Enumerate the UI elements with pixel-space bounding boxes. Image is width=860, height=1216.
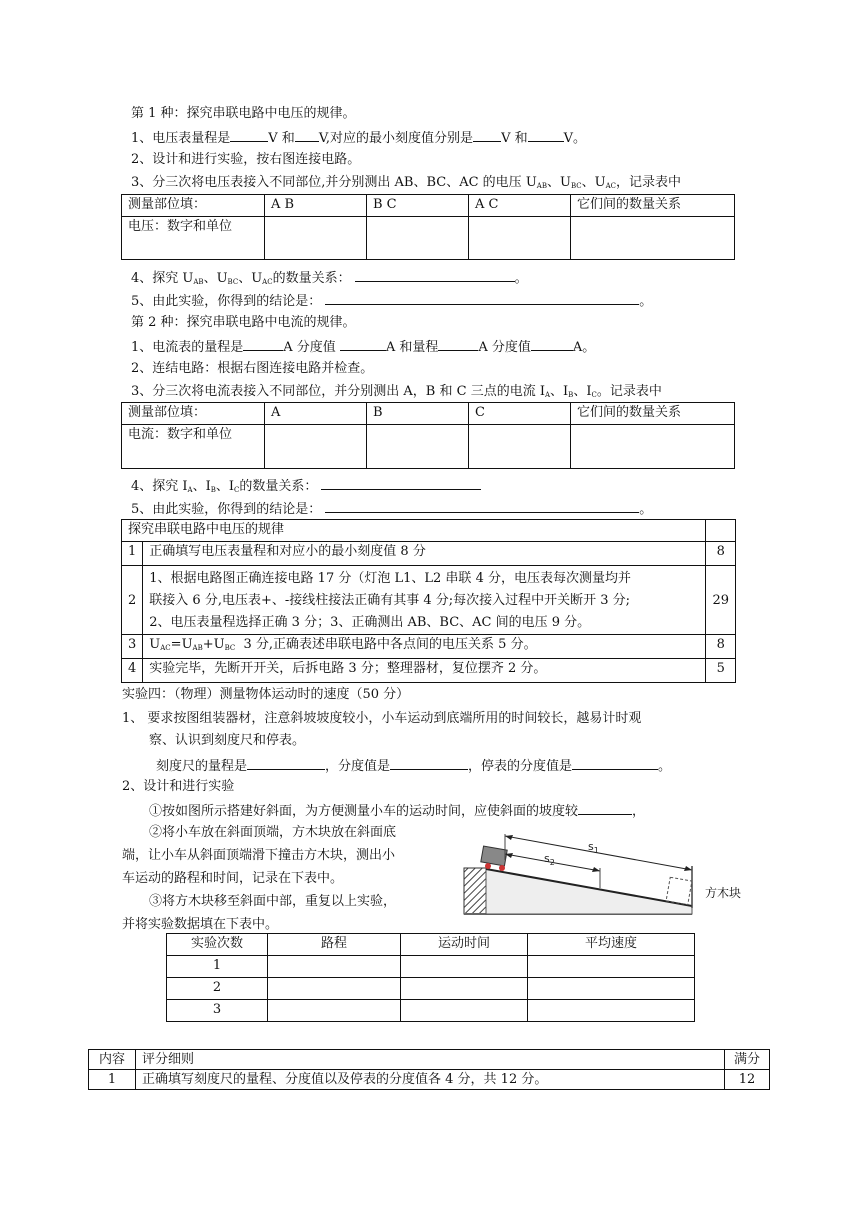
part1-line5: 5、由此实验，你得到的结论是： 。 [131,291,652,311]
part2-line2: 2、连结电路：根据右图连接电路并检查。 [131,361,374,376]
motion-cell-time[interactable] [401,1000,528,1022]
motion-table-header: 实验次数 [167,934,268,956]
blank-voltage-conclusion[interactable] [325,291,639,305]
part2-title: 第 2 种：探究串联电路中电流的规律。 [131,315,356,330]
part1-line3: 3、分三次将电压表接入不同部位,并分别测出 AB、BC、AC 的电压 $U_{AB}$、$U_{BC}$、$U_{AC}$，记录表中 [131,175,681,190]
current-table-header: C [469,403,571,425]
s2-label: $s_2$ [544,852,555,867]
exp4-step2-item2-line3: 车运动的路程和时间，记录在下表中。 [122,871,344,886]
scoring-row-points: 5 [706,659,736,683]
scoring-row-text: $U_{AC}=U_{AB}+U_{BC}$ 3 分,正确表述串联电路中各点间的电压关系 5 分。 [143,635,706,659]
voltage-table-header: A B [265,195,367,217]
voltage-table-header: 测量部位填： [122,195,265,217]
scoring-row-text: 1、根据电路图正确连接电路 17 分（灯泡 L1、L2 串联 4 分，电压表每次测量均并 [149,571,631,586]
scoring-row-number: 1 [122,542,143,566]
voltage-cell-relation[interactable] [571,217,735,260]
voltage-table-header: A C [469,195,571,217]
scoring-row-number: 2 [122,566,143,635]
blank-voltmeter-range-2[interactable] [295,128,319,142]
blank-ruler-scale[interactable] [390,756,468,770]
scoring2-row-points: 12 [725,1070,770,1090]
motion-data-table [166,933,695,1022]
part1-title: 第 1 种：探究串联电路中电压的规律。 [131,106,356,121]
s1-label: $s_1$ [588,840,599,855]
blank-voltage-relation[interactable] [355,268,515,282]
scoring-row-text: 联接入 6 分,电压表+、-接线柱接法正确有其事 4 分;每次接入过程中开关断开 3 分; [149,593,631,608]
motion-cell-speed[interactable] [528,956,695,978]
current-table-header: 测量部位填： [122,403,265,425]
motion-trial-number: 1 [167,956,268,978]
incline-support [464,868,486,914]
exp4-step1-line1: 1、 要求按图组装器材，注意斜坡坡度较小，小车运动到底端所用的时间较长，越易计时观 [122,711,642,726]
wood-block [666,877,692,904]
scoring-row-points: 8 [706,635,736,659]
scoring-row-number: 3 [122,635,143,659]
scoring2-header: 满分 [725,1050,770,1070]
cart [481,846,507,866]
blank-stopwatch-scale[interactable] [572,756,658,770]
current-table-row-label: 电流：数字和单位 [122,425,265,469]
exp4-step1-line3: 刻度尺的量程是 ，分度值是 ，停表的分度值是 。 [156,756,671,776]
motion-cell-time[interactable] [401,956,528,978]
scoring2-header: 内容 [89,1050,136,1070]
voltage-table [121,194,735,260]
blank-current-conclusion[interactable] [325,499,639,513]
scoring2-row-number: 1 [89,1070,136,1090]
motion-cell-distance[interactable] [268,978,401,1000]
current-table-header: B [367,403,469,425]
blank-ruler-range[interactable] [247,756,325,770]
exp4-step2-item1: ①按如图所示搭建好斜面，为方便测量小车的运动时间，应使斜面的坡度较 ， [149,801,645,821]
exp4-step2-item3-line2: 并将实验数据填在下表中。 [122,917,279,932]
blank-ammeter-scale-2[interactable] [531,337,573,351]
exp4-title: 实验四：（物理）测量物体运动时的速度（50 分） [122,687,410,702]
motion-table-header: 路程 [268,934,401,956]
motion-cell-distance[interactable] [268,1000,401,1022]
wood-block-label: 方木块 [705,886,742,900]
current-cell-relation[interactable] [571,425,735,469]
current-cell-a[interactable] [265,425,367,469]
voltage-table-row-label: 电压：数字和单位 [122,217,265,260]
part2-line3: 3、分三次将电流表接入不同部位，并分别测出 A，B 和 C 三点的电流 $I_A$、$I_B$、$I_C$。记录表中 [131,384,662,399]
blank-ammeter-range-1[interactable] [243,337,283,351]
voltage-cell-bc[interactable] [367,217,469,260]
motion-trial-number: 2 [167,978,268,1000]
current-table-header: 它们间的数量关系 [571,403,735,425]
blank-voltmeter-range-1[interactable] [230,128,268,142]
incline-figure [460,826,750,918]
part1-line4: 4、探究 $U_{AB}$、$U_{BC}$、$U_{AC}$的数量关系： 。 [131,268,528,291]
motion-table-header: 运动时间 [401,934,528,956]
exp4-step2: 2、设计和进行实验 [122,779,235,794]
part1-line2: 2、设计和进行实验，按右图连接电路。 [131,152,361,167]
motion-trial-number: 3 [167,1000,268,1022]
exp4-step2-item3-line1: ③将方木块移至斜面中部，重复以上实验， [149,894,397,909]
scoring2-header: 评分细则 [136,1050,725,1070]
scoring-table-voltage [121,519,736,683]
scoring-row-text: 2、电压表量程选择正确 3 分；3、正确测出 AB、BC、AC 间的电压 9 分。 [149,615,591,630]
current-cell-c[interactable] [469,425,571,469]
blank-min-scale-2[interactable] [528,128,564,142]
exp4-step2-item2-line1: ②将小车放在斜面顶端，方木块放在斜面底 [149,825,397,840]
scoring-row-text: 正确填写电压表量程和对应小的最小刻度值 8 分 [143,542,706,566]
scoring-row-points: 8 [706,542,736,566]
scoring-title: 探究串联电路中电压的规律 [122,520,706,542]
exp4-step1-line2: 察、认识到刻度尺和停表。 [149,733,306,748]
current-table-header: A [265,403,367,425]
motion-table-header: 平均速度 [528,934,695,956]
part2-line1: 1、电流表的量程是 A 分度值 A 和量程 A 分度值 A。 [131,337,595,357]
voltage-table-header: 它们间的数量关系 [571,195,735,217]
voltage-table-header: B C [367,195,469,217]
motion-cell-time[interactable] [401,978,528,1000]
current-table [121,402,735,469]
motion-cell-distance[interactable] [268,956,401,978]
cart-wheel-icon [485,863,491,869]
voltage-cell-ac[interactable] [469,217,571,260]
exp4-step2-item2-line2: 端，让小车从斜面顶端滑下撞击方木块，测出小 [122,848,396,863]
motion-cell-speed[interactable] [528,978,695,1000]
motion-cell-speed[interactable] [528,1000,695,1022]
blank-slope[interactable] [578,801,632,815]
part2-line4: 4、探究 $I_A$、$I_B$、$I_C$的数量关系： [131,476,481,499]
scoring-table-motion [88,1049,770,1090]
blank-ammeter-scale-1[interactable] [340,337,386,351]
scoring-row-text: 实验完毕，先断开开关，后拆电路 3 分；整理器材，复位摆齐 2 分。 [143,659,706,683]
scoring-row-points: 29 [706,566,736,635]
scoring-row-number: 4 [122,659,143,683]
voltage-cell-ab[interactable] [265,217,367,260]
part1-line1: 1、电压表量程是 V 和 V,对应的最小刻度值分别是 V 和 V。 [131,128,586,148]
incline-plane [486,869,692,914]
blank-current-relation[interactable] [321,476,481,490]
part2-line5: 5、由此实验，你得到的结论是： 。 [131,499,652,519]
blank-min-scale-1[interactable] [473,128,501,142]
current-cell-b[interactable] [367,425,469,469]
scoring2-row-text: 正确填写刻度尺的量程、分度值以及停表的分度值各 4 分，共 12 分。 [136,1070,725,1090]
blank-ammeter-range-2[interactable] [438,337,478,351]
cart-wheel-icon [499,865,505,871]
